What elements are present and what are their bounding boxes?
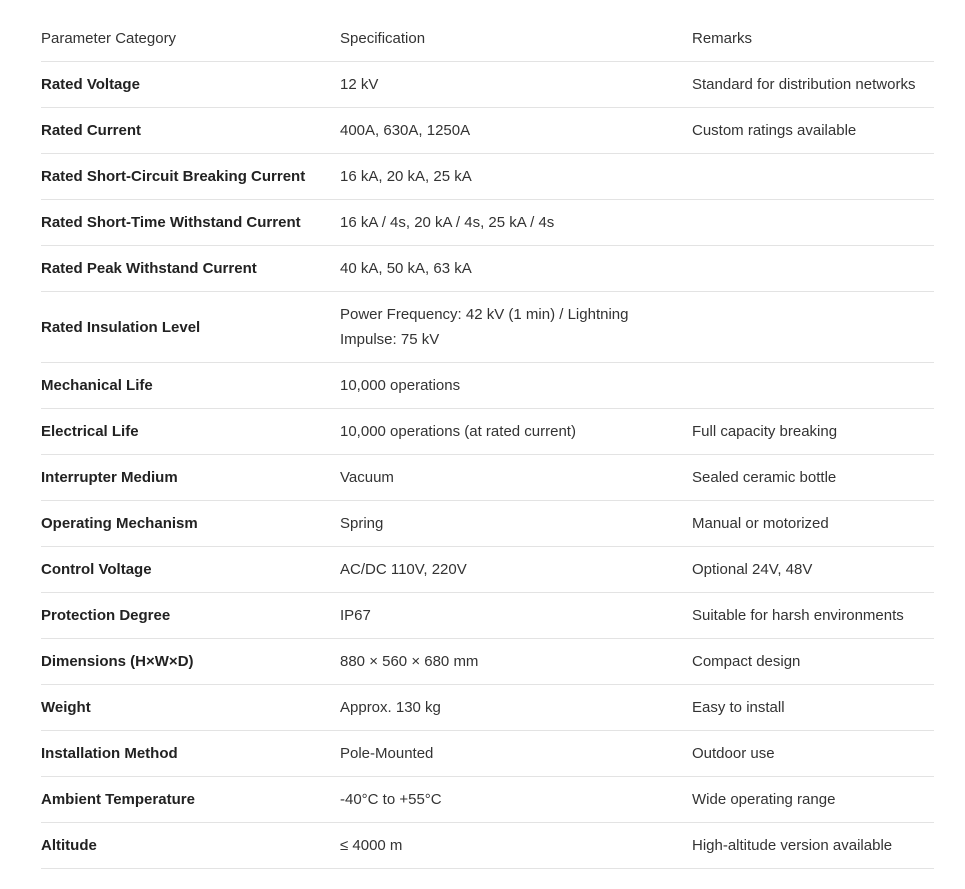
parameter-cell: Dimensions (H×W×D)	[41, 639, 340, 685]
parameter-cell: Altitude	[41, 823, 340, 869]
table-row	[41, 547, 934, 593]
column-header-remarks: Remarks	[692, 16, 934, 62]
table-row	[41, 823, 934, 869]
remarks-cell	[692, 200, 934, 246]
table-row	[41, 108, 934, 154]
column-header-parameter-category: Parameter Category	[41, 16, 340, 62]
remarks-cell: Easy to install	[692, 685, 934, 731]
specification-cell: Vacuum	[340, 455, 692, 501]
parameter-cell: Control Voltage	[41, 547, 340, 593]
remarks-cell: Wide operating range	[692, 777, 934, 823]
specification-cell: IP67	[340, 593, 692, 639]
parameter-cell: Rated Voltage	[41, 62, 340, 108]
table-row	[41, 501, 934, 547]
table-header	[41, 16, 934, 62]
specification-cell: 40 kA, 50 kA, 63 kA	[340, 246, 692, 292]
table-row	[41, 639, 934, 685]
table-row	[41, 363, 934, 409]
specification-cell: 10,000 operations (at rated current)	[340, 409, 692, 455]
specification-cell: -40°C to +55°C	[340, 777, 692, 823]
parameter-cell: Rated Current	[41, 108, 340, 154]
remarks-cell: Optional 24V, 48V	[692, 547, 934, 593]
remarks-cell: Manual or motorized	[692, 501, 934, 547]
specification-cell: Spring	[340, 501, 692, 547]
remarks-cell: Full capacity breaking	[692, 409, 934, 455]
specification-cell: Approx. 130 kg	[340, 685, 692, 731]
parameter-cell: Installation Method	[41, 731, 340, 777]
parameter-cell: Weight	[41, 685, 340, 731]
table-row	[41, 455, 934, 501]
remarks-cell	[692, 246, 934, 292]
table-row	[41, 777, 934, 823]
remarks-cell	[692, 363, 934, 409]
specification-cell: 880 × 560 × 680 mm	[340, 639, 692, 685]
remarks-cell: Sealed ceramic bottle	[692, 455, 934, 501]
table-row	[41, 409, 934, 455]
specification-cell: 16 kA / 4s, 20 kA / 4s, 25 kA / 4s	[340, 200, 692, 246]
header-row	[41, 16, 934, 62]
table-row	[41, 685, 934, 731]
specification-cell: 400A, 630A, 1250A	[340, 108, 692, 154]
remarks-cell	[692, 154, 934, 200]
table-row	[41, 731, 934, 777]
remarks-cell	[692, 292, 934, 363]
table-body	[41, 62, 934, 869]
remarks-cell: Suitable for harsh environments	[692, 593, 934, 639]
specification-table	[41, 16, 934, 869]
remarks-cell: Outdoor use	[692, 731, 934, 777]
parameter-cell: Interrupter Medium	[41, 455, 340, 501]
remarks-cell: High-altitude version available	[692, 823, 934, 869]
remarks-cell: Compact design	[692, 639, 934, 685]
specification-cell: Power Frequency: 42 kV (1 min) / Lightning Impulse: 75 kV	[340, 292, 692, 363]
parameter-cell: Protection Degree	[41, 593, 340, 639]
parameter-cell: Rated Peak Withstand Current	[41, 246, 340, 292]
parameter-cell: Mechanical Life	[41, 363, 340, 409]
remarks-cell: Standard for distribution networks	[692, 62, 934, 108]
specification-cell: 16 kA, 20 kA, 25 kA	[340, 154, 692, 200]
parameter-cell: Rated Insulation Level	[41, 292, 340, 363]
specification-cell: Pole-Mounted	[340, 731, 692, 777]
specification-cell: ≤ 4000 m	[340, 823, 692, 869]
table-row	[41, 292, 934, 363]
table-row	[41, 246, 934, 292]
specification-cell: 12 kV	[340, 62, 692, 108]
parameter-cell: Rated Short-Time Withstand Current	[41, 200, 340, 246]
specification-cell: 10,000 operations	[340, 363, 692, 409]
parameter-cell: Rated Short-Circuit Breaking Current	[41, 154, 340, 200]
specification-cell: AC/DC 110V, 220V	[340, 547, 692, 593]
table-row	[41, 62, 934, 108]
parameter-cell: Electrical Life	[41, 409, 340, 455]
table-row	[41, 154, 934, 200]
parameter-cell: Ambient Temperature	[41, 777, 340, 823]
column-header-specification: Specification	[340, 16, 692, 62]
parameter-cell: Operating Mechanism	[41, 501, 340, 547]
table-row	[41, 200, 934, 246]
table-row	[41, 593, 934, 639]
remarks-cell: Custom ratings available	[692, 108, 934, 154]
